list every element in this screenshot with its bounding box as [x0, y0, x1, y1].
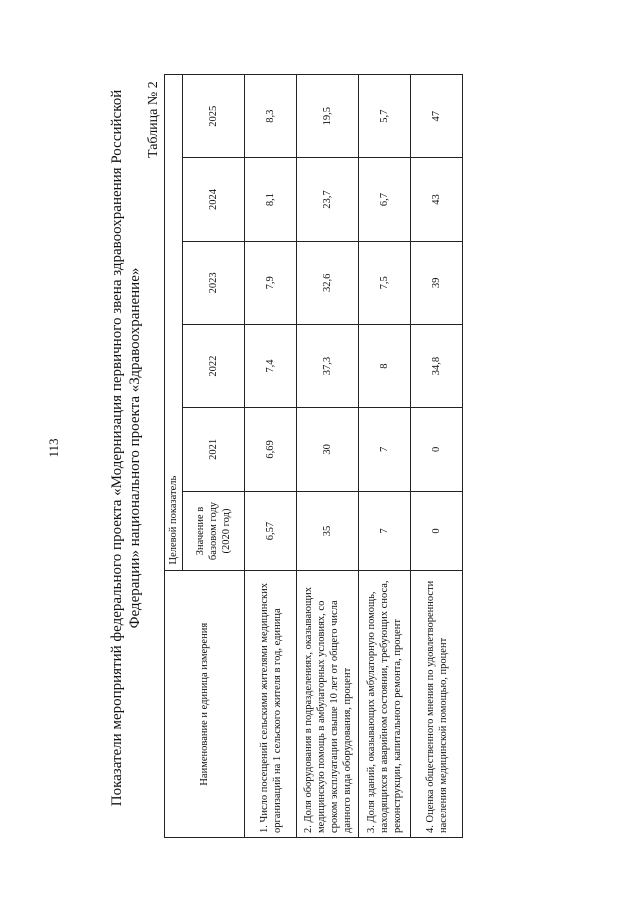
table-row — [411, 75, 463, 838]
table-row — [245, 75, 297, 838]
column-header-2025: 2025 — [183, 75, 245, 158]
cell-value: 7 — [359, 408, 411, 491]
column-header-2023: 2023 — [183, 241, 245, 324]
cell-value: 32,6 — [297, 241, 359, 324]
table-label: Таблица № 2 — [146, 81, 161, 158]
cell-value: 8,1 — [245, 158, 297, 241]
cell-value: 0 — [411, 408, 463, 491]
page-number: 113 — [46, 438, 61, 458]
cell-value: 6,7 — [359, 158, 411, 241]
column-header-2022: 2022 — [183, 324, 245, 407]
cell-value: 6,69 — [245, 408, 297, 491]
cell-value: 35 — [297, 491, 359, 571]
cell-value: 8,3 — [245, 75, 297, 158]
cell-value: 19,5 — [297, 75, 359, 158]
cell-value: 7,5 — [359, 241, 411, 324]
row-name: 4. Оценка общественного мнения по удовлетворенности населения медицинской помощью, процент — [411, 571, 463, 838]
cell-value: 39 — [411, 241, 463, 324]
row-name: 2. Доля оборудования в подразделениях, оказывающих медицинскую помощь в амбулаторных условиях, со сроком эксплуатации свыше 10 лет от общего числа данного вида оборудования, процент — [297, 571, 359, 838]
cell-value: 37,3 — [297, 324, 359, 407]
cell-value: 34,8 — [411, 324, 463, 407]
row-name: 3. Доля зданий, оказывающих амбулаторную помощь, находящихся в аварийном состоянии, требующих сноса, реконструкции, капитального ремонта, процент — [359, 571, 411, 838]
cell-value: 7,9 — [245, 241, 297, 324]
column-header-base-year: Значение в базовом году (2020 год) — [183, 491, 245, 571]
document-title — [108, 58, 144, 838]
cell-value: 7 — [359, 491, 411, 571]
cell-value: 8 — [359, 324, 411, 407]
title-line-1: Показатели мероприятий федерального проекта «Модернизация первичного звена здравоохранения Российской — [109, 89, 125, 807]
cell-value: 6,57 — [245, 491, 297, 571]
cell-value: 43 — [411, 158, 463, 241]
target-indicator-header: Целевой показатель — [165, 75, 183, 571]
cell-value: 30 — [297, 408, 359, 491]
column-header-2024: 2024 — [183, 158, 245, 241]
cell-value: 0 — [411, 491, 463, 571]
table-row — [297, 75, 359, 838]
row-name: 1. Число посещений сельскими жителями медицинских организаций на 1 сельского жителя в год, единица — [245, 571, 297, 838]
rotated-content — [100, 58, 449, 838]
title-line-2: Федерации» национального проекта «Здравоохранение» — [127, 267, 143, 629]
column-header-2021: 2021 — [183, 408, 245, 491]
cell-value: 47 — [411, 75, 463, 158]
table-row — [359, 75, 411, 838]
cell-value: 7,4 — [245, 324, 297, 407]
name-header: Наименование и единица измерения — [165, 571, 245, 838]
cell-value: 23,7 — [297, 158, 359, 241]
cell-value: 5,7 — [359, 75, 411, 158]
indicators-table — [164, 74, 463, 838]
